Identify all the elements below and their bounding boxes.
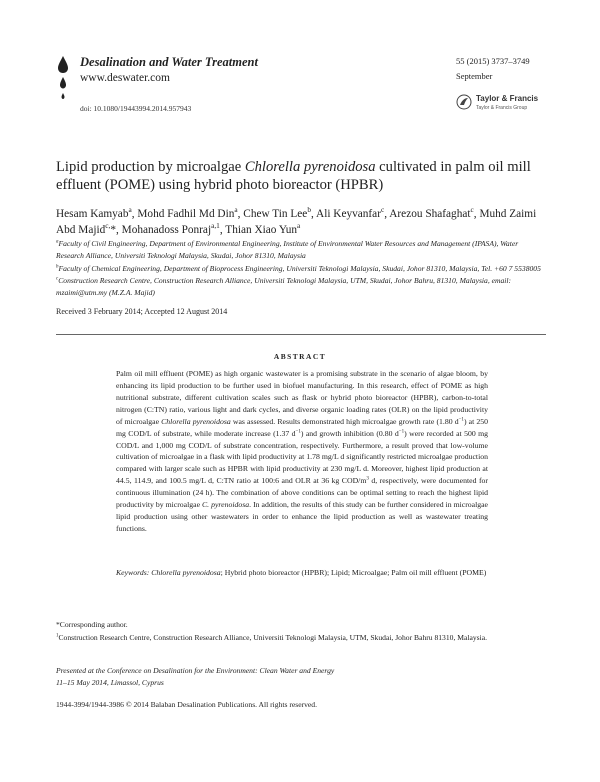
abstract-text: Palm oil mill effluent (POME) as high organic wastewater is a promising substrate in the scenario of algae bloom, by enhancing its lipid production to be further used in biofuel manufacturing. In this research, effect of POME as high nutritional substrate, different cultivation scales such as flask or hybrid photo bioreactor (HPBR), carbon-to-total nitrogen (C:TN) ratio, various light and dark cycles, and diverse organic loading rates (OLR) on the lipid productivity of microalgae Chlorella pyrenoidosa was assessed. Results demonstrated high microalgae growth rate (1.80 $d^{-1}$) at 250 mg COD/L of substrate, while moderate increase (1.37 $d^{-1}$) and growth inhibition (0.80 $d^{-1}$) were recorded at 500 mg COD/L and 1,000 mg COD/L of substrate concentration, respectively. Furthermore, a result proved that low-volume cultivation of microalgae in a flask with lipid productivity at 1.78 mg/L d significantly restricted microalgae production compared with larger scale such as HPBR with lipid productivity at 230 mg/L d. Moreover, highest lipid production at 44.5, 114.9, and 100.5 mg/L d, C:TN ratio at 100:6 and OLR at 36 kg COD/$m^3$ d, respectively, were documented for continuous illumination (24 h). The combination of above conditions can be optimal setting to reach the highest lipid productivity by microalgae C. pyrenoidosa. In addition, the results of this study can be further considered in microalgae lipid production using other wastewaters in order to enhance the lipid production as well as wastewater treating functions. [116,369,488,533]
drop-icon [62,93,65,99]
volume-pages: 55 (2015) 3737–3749 [456,56,530,66]
author: Mohd Fadhil Md Din$^a$, [137,205,244,220]
doi[interactable]: doi: 10.1080/19443994.2014.957943 [80,104,192,113]
title-species: Chlorella pyrenoidosa [244,159,376,175]
author-list [56,206,546,238]
journal-url[interactable]: www.deswater.com [80,72,170,84]
abstract-heading: ABSTRACT [273,352,327,361]
affiliation-a: $^a$Faculty of Civil Engineering, Department of Environmental Engineering, Institute of Environmental Water Resources and Management (IPASA), Water Research Alliance, Universiti Teknologi Malaysia, Skudai, Johor 81310, Malaysia [56,239,519,261]
divider [56,334,546,335]
author: Mohanadoss Ponraj$^{a,1}$, [121,221,226,236]
copyright: 1944-3994/1944-3986 © 2014 Balaban Desalination Publications. All rights reserved. [56,700,317,709]
author: Arezou Shafaghat$^c$, [389,205,480,220]
author: Chew Tin Lee$^b$, [243,205,317,220]
drop-icon [60,77,66,89]
affiliation-b: $^b$Faculty of Chemical Engineering, Department of Bioprocess Engineering, Universiti Teknologi Malaysia, Skudai, Johor 81310, Malaysia, Tel. +60 7 5538005 [56,263,541,273]
paper-title: Lipid production by microalgae Chlorella pyrenoidosa cultivated in palm oil mill effluent (POME) using hybrid photo bioreactor (HPBR) [56,159,531,193]
affiliations [56,238,546,299]
author: Ali Keyvanfar$^c$, [316,205,390,220]
footnote-1: $^1$Construction Research Centre, Construction Research Alliance, Universiti Teknologi Malaysia, UTM, Skudai, Johor Bahru 81310, Malaysia. [56,632,487,642]
conference-note: Presented at the Conference on Desalination for the Environment: Clean Water and Energy 11–15 May 2014, Limassol, Cyprus [56,666,335,688]
publisher-group: Taylor & Francis Group [476,105,528,111]
author-corresponding: Muhd Zaimi Abd Majid$^{c,}$*, [56,208,537,236]
received-accepted-dates: Received 3 February 2014; Accepted 12 August 2014 [56,307,228,316]
publisher-emblem-icon [456,94,472,110]
author: Hesam Kamyab$^a$, [56,205,138,220]
publisher-name: Taylor & Francis [476,94,539,103]
keywords: Keywords: Chlorella pyrenoidosa; Hybrid photo bioreactor (HPBR); Lipid; Microalgae; Palm oil mill effluent (POME) [116,568,487,577]
issue-month: September [456,71,493,81]
corresponding-note: *Corresponding author. [56,620,128,629]
journal-title: Desalination and Water Treatment [80,55,258,69]
author: Thian Xiao Yun$^a$ [225,221,301,236]
publisher-logo [456,94,566,114]
drop-icon [58,56,68,73]
journal-drops-logo [56,54,70,114]
footnotes [56,619,546,644]
email-link[interactable]: mzaimi@utm.my [56,288,108,298]
affiliation-c: $^c$Construction Research Centre, Construction Research Alliance, Universiti Teknologi Malaysia, UTM, Skudai, Johor Bahru, 81310, Malaysia, email: mzaimi@utm.my (M.Z.A. Majid) [56,275,512,298]
